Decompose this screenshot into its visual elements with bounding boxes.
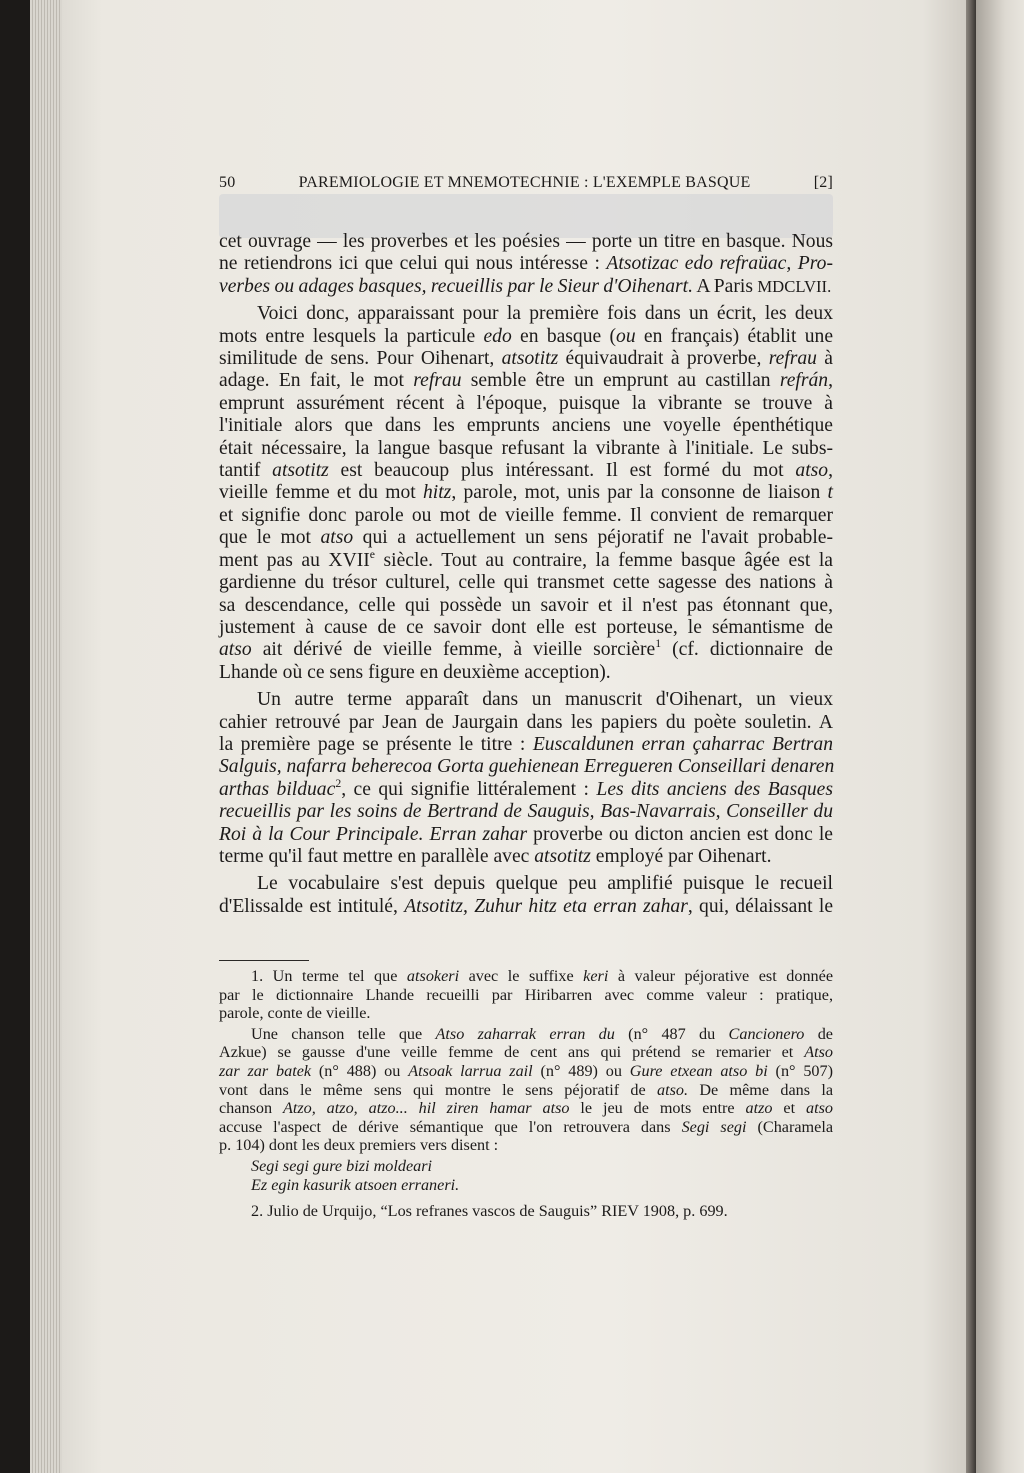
text-line	[219, 595, 833, 617]
text-run: mots entre lesquels la particule	[219, 325, 484, 347]
text-run: emprunt assurément récent à l'époque, puisque la vibrante se trouve à	[219, 392, 833, 414]
text-run: Ez egin kasurik atsoen erraneri.	[251, 1175, 460, 1194]
text-run: tantif	[219, 460, 273, 482]
footnote-verse	[219, 1157, 833, 1194]
text-run: ment pas au XVII	[219, 549, 370, 571]
text-run: Segi segi	[681, 1117, 747, 1136]
text-line	[219, 1202, 833, 1221]
text-run: d'Elissalde est intitulé,	[219, 895, 405, 917]
text-run: atso	[320, 527, 354, 549]
text-run: siècle. Tout au contraire, la femme basque âgée est la	[375, 549, 833, 571]
text-line	[219, 617, 833, 639]
text-line	[219, 231, 833, 253]
text-line	[219, 1118, 833, 1137]
text-run: ,	[828, 460, 833, 482]
text-run: en basque (	[511, 325, 617, 347]
text-run: refrau	[413, 370, 462, 392]
text-run: recueillis par les soins de Bertrand de Sauguis, Bas-Navarrais, Conseiller du	[219, 801, 833, 823]
text-run: ou	[616, 325, 636, 347]
text-line	[219, 712, 833, 734]
text-line	[219, 547, 833, 572]
text-run: Atsotizac edo refraüac, Pro-	[606, 253, 833, 275]
text-run: à valeur péjorative est donnée	[608, 967, 833, 985]
text-run: Salguis, nafarra beherecoa Gorta guehienean Erregueren Conseillari denaren	[219, 756, 835, 778]
text-run: ait dérivé de vieille femme, à vieille sorcière	[251, 639, 656, 661]
text-line	[219, 253, 833, 275]
text-line	[219, 1062, 833, 1081]
text-run: atsotitz	[534, 845, 591, 867]
text-run: MDCLVII.	[757, 276, 832, 296]
text-run: équivaudrait à proverbe,	[558, 348, 769, 370]
text-line	[219, 824, 833, 846]
footnote-rule	[219, 960, 309, 961]
book-gutter	[966, 0, 976, 1473]
main-text	[219, 231, 833, 923]
text-line	[219, 986, 833, 1005]
text-run: adage. En fait, le mot	[219, 370, 414, 392]
text-run: est beaucoup plus intéressant. Il est formé du mot	[328, 460, 796, 482]
footnote-paragraph	[219, 1202, 833, 1221]
text-run: que le mot	[219, 527, 321, 549]
text-line	[219, 776, 834, 801]
text-run: zar zar batek	[219, 1061, 312, 1080]
text-run: similitude de sens. Pour Oihenart,	[219, 348, 502, 370]
text-run: atsokeri	[406, 967, 460, 985]
text-run: et	[772, 1099, 806, 1118]
text-line	[219, 1136, 833, 1155]
text-run: atso	[795, 460, 829, 482]
text-line	[219, 756, 833, 778]
text-run: parole, conte de vieille.	[219, 1004, 371, 1023]
text-run: Voici donc, apparaissant pour la première fois dans un écrit, les deux	[257, 303, 833, 325]
text-run: arthas bilduac	[219, 778, 336, 800]
text-run: Le vocabulaire s'est depuis quelque peu amplifié puisque le recueil	[257, 873, 833, 895]
footnote-paragraph	[219, 1025, 833, 1155]
text-run: refrau	[768, 348, 817, 370]
text-line	[219, 460, 833, 482]
footnotes	[219, 967, 833, 1223]
text-run: et signifie donc parole ou mot de vieille femme. Il convient de remarquer	[219, 504, 833, 526]
text-line	[219, 896, 833, 918]
text-run: , qui, délaissant le	[687, 895, 834, 917]
text-run: , ce qui signifie littéralement :	[341, 778, 597, 800]
text-run: justement à cause de ce savoir dont elle est porteuse, le sémantisme de	[219, 616, 833, 638]
text-run: atso	[219, 639, 252, 661]
text-run: edo	[483, 325, 512, 347]
footnote-marker: e	[369, 547, 375, 561]
text-run: p. 104) dont les deux premiers vers disent :	[219, 1136, 499, 1155]
text-run: hitz	[423, 482, 452, 504]
paragraph	[219, 231, 833, 298]
text-run: chanson	[219, 1099, 283, 1118]
text-line	[219, 438, 833, 460]
text-line	[219, 326, 833, 348]
text-run: t	[827, 482, 833, 504]
facing-page-edge	[976, 0, 1024, 1473]
text-run: (n° 507)	[767, 1061, 834, 1080]
text-line	[219, 572, 833, 594]
text-run: , parole, mot, unis par la consonne de liaison	[451, 482, 828, 504]
text-run: l'initiale alors que dans les emprunts anciens une voyelle épenthétique	[219, 415, 833, 437]
text-run: accuse l'aspect de dérive sémantique que l'on retrouvera dans	[219, 1117, 682, 1136]
text-run: Atsoak larrua zail	[408, 1061, 533, 1080]
text-run: avec le suffixe	[459, 967, 584, 985]
text-line	[219, 967, 833, 986]
paragraph	[219, 873, 833, 918]
section-number: [2]	[813, 174, 833, 191]
page-number: 50	[219, 174, 236, 191]
text-run: employé par Oihenart.	[590, 845, 772, 867]
text-run: cahier retrouvé par Jean de Jaurgain dans les papiers du poète souletin. A	[219, 711, 833, 733]
text-run: (Charamela	[746, 1117, 834, 1136]
text-line	[219, 1004, 833, 1023]
text-run: vieille femme et du mot	[219, 482, 423, 504]
text-run: Segi segi gure bizi moldeari	[251, 1156, 433, 1175]
text-run: ,	[828, 370, 833, 392]
text-run: Atso zaharrak erran du	[435, 1024, 615, 1043]
text-line	[219, 846, 833, 868]
text-line	[219, 415, 833, 437]
text-line	[219, 303, 833, 325]
text-run: atso.	[657, 1080, 689, 1099]
text-run: à	[816, 348, 833, 370]
text-line	[219, 1043, 833, 1062]
text-run: Lhande où ce sens figure en deuxième acception).	[219, 661, 611, 683]
text-run: verbes ou adages basques, recueillis par le Sieur d'Oihenart.	[219, 275, 693, 297]
text-run: atsotitz	[501, 348, 559, 370]
text-run: 2. Julio de Urquijo, “Los refranes vascos de Sauguis” RIEV 1908, p. 699.	[251, 1202, 728, 1221]
text-run: 1. Un terme tel que	[251, 967, 407, 985]
text-run: semble être un emprunt au castillan	[461, 370, 780, 392]
text-run: atzo	[745, 1099, 773, 1118]
text-line	[219, 873, 833, 895]
paragraph	[219, 689, 833, 868]
text-run: était nécessaire, la langue basque refusant la vibrante à l'initiale. Le subs-	[219, 437, 833, 459]
text-run: cet ouvrage — les proverbes et les poésies — porte un titre en basque. Nous	[219, 231, 833, 252]
text-run: Gure etxean atso bi	[629, 1061, 768, 1080]
text-line	[219, 1081, 833, 1100]
text-run: terme qu'il faut mettre en parallèle avec	[219, 845, 535, 867]
text-line	[219, 393, 833, 415]
text-run: Atso	[804, 1043, 833, 1062]
text-run: Euscaldunen erran çaharrac Bertran	[532, 733, 833, 755]
text-run: de	[804, 1024, 833, 1043]
text-run: ne retiendrons ici que celui qui nous intéresse :	[219, 253, 607, 275]
text-line	[219, 801, 833, 823]
footnote-marker: 1	[655, 637, 662, 651]
paragraph	[219, 303, 833, 684]
text-run: gardienne du trésor culturel, celle qui transmet cette sagesse des nations à	[219, 572, 833, 594]
text-line	[219, 276, 833, 298]
text-run: Atsotitz, Zuhur hitz eta erran zahar	[404, 895, 688, 917]
text-run: proverbe ou dicton ancien est donc le	[527, 823, 833, 845]
text-line	[219, 370, 833, 392]
footnote-marker: 2	[335, 776, 342, 790]
text-run: refrán	[779, 370, 829, 392]
text-run: Atzo, atzo, atzo... hil ziren hamar atso	[282, 1099, 570, 1118]
text-run: Roi à la Cour Principale. Erran zahar	[219, 823, 528, 845]
text-run: (cf. dictionnaire de	[661, 639, 833, 661]
text-run: A Paris	[693, 275, 758, 297]
footnote-paragraph	[219, 967, 833, 1023]
text-run: Les dits anciens des Basques	[596, 778, 834, 800]
running-title: PAREMIOLOGIE ET MNEMOTECHNIE : L'EXEMPLE BASQUE	[298, 174, 751, 191]
text-line	[219, 348, 833, 370]
text-run: Cancionero	[728, 1024, 805, 1043]
text-run: Une chanson telle que	[251, 1024, 436, 1043]
text-line	[219, 662, 833, 684]
text-run: (n° 488) ou	[311, 1061, 409, 1080]
text-run: qui a actuellement un sens péjoratif ne l'avait probable-	[353, 527, 833, 549]
text-line	[219, 482, 833, 504]
text-run: sa descendance, celle qui possède un savoir et il n'est pas étonnant que,	[219, 594, 833, 616]
text-line	[219, 1157, 833, 1176]
text-run: vont dans le même sens qui montre le sens péjoratif de	[219, 1080, 657, 1099]
text-run: par le dictionnaire Lhande recueilli par Hiribarren avec comme valeur : pratique,	[219, 985, 833, 1004]
text-line	[219, 1099, 833, 1118]
text-line	[219, 1025, 833, 1044]
text-run: atsotitz	[272, 460, 329, 482]
text-run: (n° 489) ou	[532, 1061, 630, 1080]
text-run: (n° 487 du	[614, 1024, 729, 1043]
text-line	[219, 639, 833, 661]
text-line	[219, 1176, 833, 1195]
text-line	[219, 527, 833, 549]
text-run: Azkue) se gausse d'une veille femme de cent ans qui prétend se remarier et	[219, 1043, 805, 1062]
running-header	[219, 174, 833, 192]
text-line	[219, 734, 833, 756]
text-run: Un autre terme apparaît dans un manuscrit d'Oihenart, un vieux	[257, 689, 833, 711]
text-line	[219, 505, 833, 527]
text-run: la première page se présente le titre :	[219, 733, 533, 755]
text-run: en français) établit une	[635, 325, 834, 347]
text-run: keri	[583, 967, 609, 985]
text-run: De même dans la	[688, 1080, 833, 1099]
text-line	[219, 689, 833, 711]
text-run: atso	[806, 1099, 833, 1118]
text-run: le jeu de mots entre	[569, 1099, 746, 1118]
